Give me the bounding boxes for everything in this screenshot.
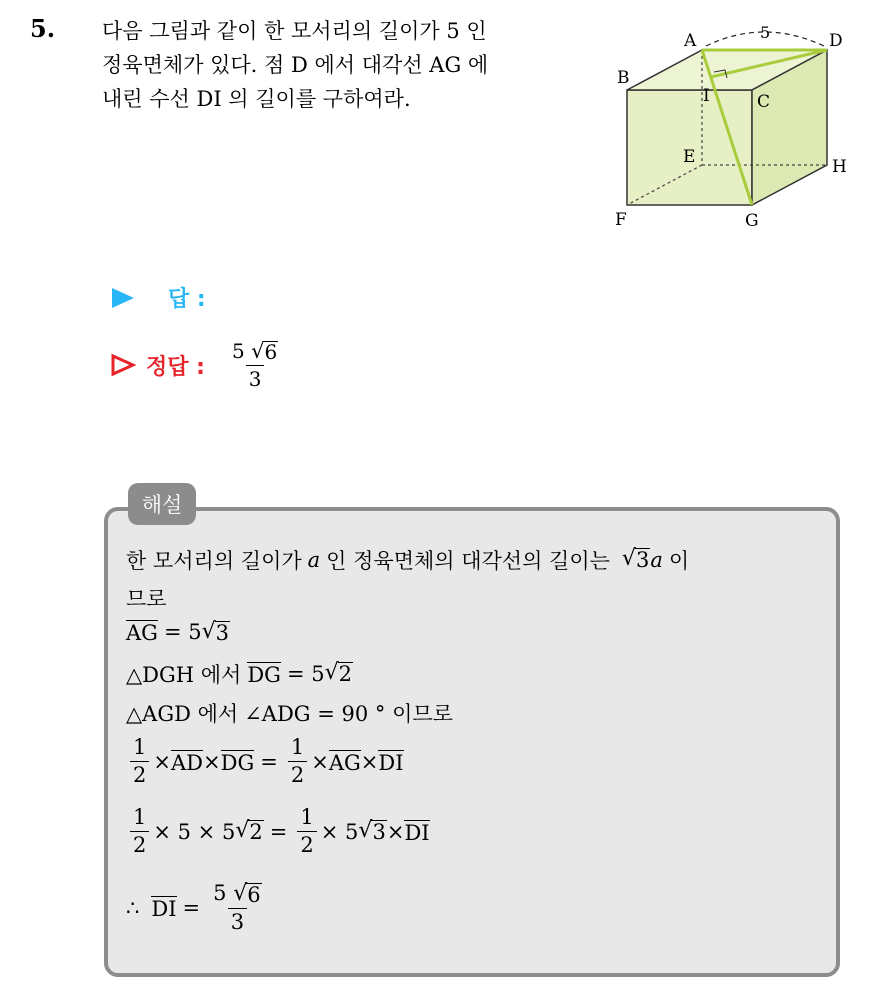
exp-l6-segment-dg: DG [220, 750, 255, 775]
label-d: D [829, 31, 843, 51]
label-edge-length: 5 [760, 23, 771, 42]
exp-l1-text-a: 한 모서리의 길이가 [126, 549, 302, 573]
exp-l6-frac2-num: 1 [290, 735, 305, 759]
explanation-line-1: 한 모서리의 길이가 a 인 정육면체의 대각선의 길이는 √ 3 a 이 [126, 546, 690, 573]
exp-l6-segment-ad: AD [170, 750, 203, 775]
exp-l3-radicand: 3 [215, 620, 230, 645]
explanation-line-5 [126, 698, 453, 728]
exp-l7-radicand-1: 2 [249, 820, 263, 845]
label-a: A [684, 31, 697, 51]
exp-l5-angle: ∠ADG = 90 ° 이므로 [244, 702, 453, 726]
exp-l6-frac1-den: 2 [130, 761, 149, 787]
cube-figure [600, 20, 860, 235]
exp-l6-frac2-den: 2 [288, 761, 307, 787]
explanation-tab: 해설 [128, 483, 196, 525]
question-line-3: 내린 수선 DI 의 길이를 구하여라. [102, 87, 411, 111]
exp-l7-frac2-den: 2 [297, 831, 316, 857]
solid-triangle-icon [110, 285, 136, 311]
exp-l7-text-a: × 5 × 5 [153, 819, 236, 844]
exp-l1-text-b: 인 정육면체의 대각선의 길이는 [326, 549, 610, 573]
exp-l4-eq: = 5 [286, 662, 325, 686]
exp-l3-eq: = 5 [163, 620, 202, 645]
exp-l7-radicand-2: 3 [372, 820, 386, 845]
question-number: 5. [30, 14, 56, 43]
correct-answer-fraction: 5 √ 6 3 [231, 339, 278, 391]
exp-l8-therefore: ∴ [126, 896, 140, 921]
label-i: I [703, 86, 710, 106]
exp-l2-text: 므로 [126, 587, 167, 611]
label-g: G [745, 211, 759, 231]
exp-l8-den: 3 [228, 908, 247, 934]
exp-l1-radicand: 3 [635, 548, 650, 573]
label-f: F [615, 210, 627, 230]
correct-num-radicand: 6 [264, 340, 278, 364]
explanation-line-2 [126, 583, 167, 613]
exp-l7-frac1-num: 1 [133, 805, 147, 829]
outline-triangle-icon [110, 352, 136, 378]
exp-l1-var: a [307, 548, 321, 572]
correct-answer-label: 정답 : [146, 354, 205, 380]
exp-l8-segment-di: DI [151, 897, 177, 922]
exp-l6-frac1-num: 1 [133, 735, 147, 759]
question-line-2: 정육면체가 있다. 점 D 에서 대각선 AG 에 [102, 53, 489, 77]
correct-num-coef: 5 [231, 339, 245, 363]
label-b: B [617, 68, 630, 88]
correct-answer-row [110, 340, 285, 390]
label-c: C [757, 92, 771, 112]
exp-l4-segment-dg: DG [247, 662, 281, 687]
exp-l7-segment-di: DI [404, 820, 430, 845]
answer-label: 답 : [168, 287, 206, 312]
question-text [102, 14, 602, 116]
explanation-line-3: AG = 5 √ 3 [126, 618, 230, 645]
exp-l6-segment-di: DI [378, 750, 404, 775]
exp-l1-var2: a [650, 548, 663, 572]
exp-l4-radicand: 2 [338, 662, 353, 687]
exp-l8-num-coef: 5 [213, 881, 227, 905]
exp-l7-text-b: × 5 [320, 819, 359, 844]
exp-l4-triangle: △DGH 에서 [126, 663, 242, 687]
exp-l6-segment-ag: AG [328, 750, 361, 775]
explanation-line-7: $\frac{1}{2}$ × 5 × 5 √ 2 = $\frac{1}{2}$ × 5 √ 3 × DI [126, 806, 430, 857]
correct-den: 3 [246, 365, 265, 390]
answer-row [110, 282, 206, 313]
exp-l7-frac1-den: 2 [130, 831, 149, 857]
explanation-line-6: $\frac{1}{2}$ × AD × DG = $\frac{1}{2}$ × AG × DI [126, 736, 404, 787]
exp-l3-segment-ag: AG [126, 621, 158, 645]
explanation-line-4: △DGH 에서 DG = 5 √ 2 [126, 660, 353, 687]
question-line-1: 다음 그림과 같이 한 모서리의 길이가 5 인 [102, 19, 487, 43]
exp-l8-num-radicand: 6 [247, 883, 261, 907]
label-e: E [683, 147, 696, 167]
exp-l7-frac2-num: 1 [300, 805, 314, 829]
label-h: H [832, 157, 847, 177]
explanation-line-8: ∴ DI = 5 √ 6 3 [126, 881, 261, 935]
exp-l5-triangle: △AGD 에서 [126, 702, 239, 726]
exp-l1-text-c: 이 [668, 549, 690, 573]
